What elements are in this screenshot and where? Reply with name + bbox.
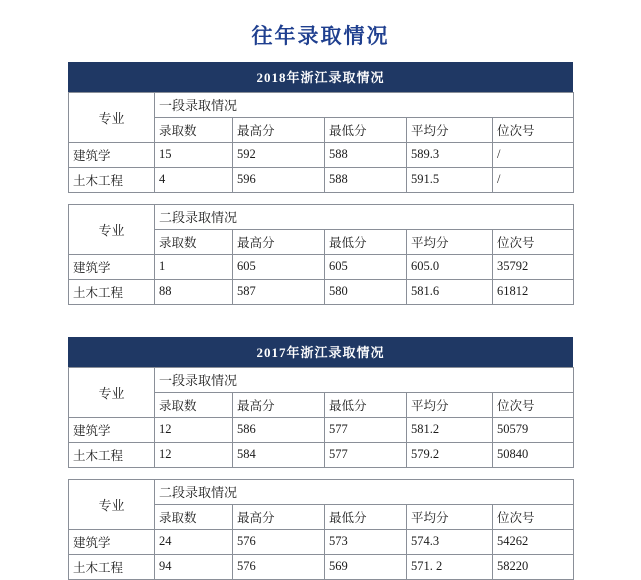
- cell-max: 586: [233, 418, 325, 443]
- cell-count: 88: [155, 280, 233, 305]
- table-spacer: [68, 193, 573, 204]
- column-header-rank: 位次号: [493, 505, 574, 530]
- table-row: [69, 443, 574, 468]
- cell-avg: 574.3: [407, 530, 493, 555]
- section-header-label: 一段录取情况: [155, 368, 574, 393]
- column-header-max: 最高分: [233, 505, 325, 530]
- cell-major: 建筑学: [69, 530, 155, 555]
- cell-rank: 35792: [493, 255, 574, 280]
- cell-min: 577: [325, 443, 407, 468]
- year-block-2017: [68, 337, 573, 580]
- cell-count: 94: [155, 555, 233, 580]
- column-header-max: 最高分: [233, 118, 325, 143]
- column-header-min: 最低分: [325, 118, 407, 143]
- column-header-major: 专业: [69, 205, 155, 255]
- admission-table-2017-segment2: [68, 479, 574, 580]
- cell-major: 建筑学: [69, 255, 155, 280]
- table-row: [69, 555, 574, 580]
- cell-count: 12: [155, 443, 233, 468]
- cell-count: 15: [155, 143, 233, 168]
- column-header-rank: 位次号: [493, 393, 574, 418]
- column-header-min: 最低分: [325, 393, 407, 418]
- cell-major: 土木工程: [69, 168, 155, 193]
- table-row: [69, 280, 574, 305]
- column-header-count: 录取数: [155, 505, 233, 530]
- cell-avg: 571. 2: [407, 555, 493, 580]
- column-header-major: 专业: [69, 480, 155, 530]
- cell-count: 12: [155, 418, 233, 443]
- cell-count: 4: [155, 168, 233, 193]
- section-header-label: 二段录取情况: [155, 205, 574, 230]
- cell-min: 580: [325, 280, 407, 305]
- year-banner-2018: 2018年浙江录取情况: [68, 62, 573, 92]
- cell-avg: 581.6: [407, 280, 493, 305]
- table-row: [69, 143, 574, 168]
- cell-major: 土木工程: [69, 555, 155, 580]
- column-header-avg: 平均分: [407, 505, 493, 530]
- cell-min: 588: [325, 143, 407, 168]
- column-header-min: 最低分: [325, 505, 407, 530]
- cell-min: 605: [325, 255, 407, 280]
- cell-min: 569: [325, 555, 407, 580]
- table-row: [69, 168, 574, 193]
- cell-avg: 605.0: [407, 255, 493, 280]
- page-title: 往年录取情况: [251, 25, 390, 48]
- cell-min: 588: [325, 168, 407, 193]
- column-header-avg: 平均分: [407, 393, 493, 418]
- admission-table-2018-segment2: [68, 204, 574, 305]
- cell-rank: /: [493, 168, 574, 193]
- cell-avg: 591.5: [407, 168, 493, 193]
- column-header-count: 录取数: [155, 230, 233, 255]
- table-row-section-header: [69, 93, 574, 118]
- cell-major: 建筑学: [69, 143, 155, 168]
- cell-min: 577: [325, 418, 407, 443]
- cell-major: 建筑学: [69, 418, 155, 443]
- cell-major: 土木工程: [69, 280, 155, 305]
- cell-max: 592: [233, 143, 325, 168]
- year-banner-2017: 2017年浙江录取情况: [68, 337, 573, 367]
- cell-max: 596: [233, 168, 325, 193]
- column-header-rank: 位次号: [493, 230, 574, 255]
- column-header-major: 专业: [69, 93, 155, 143]
- table-spacer: [68, 468, 573, 479]
- column-header-rank: 位次号: [493, 118, 574, 143]
- cell-count: 24: [155, 530, 233, 555]
- cell-rank: 50840: [493, 443, 574, 468]
- cell-rank: 58220: [493, 555, 574, 580]
- column-header-count: 录取数: [155, 118, 233, 143]
- table-row: [69, 255, 574, 280]
- column-header-avg: 平均分: [407, 230, 493, 255]
- cell-rank: 50579: [493, 418, 574, 443]
- table-row-section-header: [69, 480, 574, 505]
- cell-max: 584: [233, 443, 325, 468]
- cell-max: 605: [233, 255, 325, 280]
- column-header-major: 专业: [69, 368, 155, 418]
- cell-max: 576: [233, 555, 325, 580]
- section-header-label: 一段录取情况: [155, 93, 574, 118]
- year-block-2018: [68, 62, 573, 305]
- cell-rank: 54262: [493, 530, 574, 555]
- column-header-min: 最低分: [325, 230, 407, 255]
- column-header-count: 录取数: [155, 393, 233, 418]
- cell-max: 587: [233, 280, 325, 305]
- table-row-section-header: [69, 368, 574, 393]
- cell-count: 1: [155, 255, 233, 280]
- column-header-avg: 平均分: [407, 118, 493, 143]
- column-header-max: 最高分: [233, 393, 325, 418]
- cell-max: 576: [233, 530, 325, 555]
- admission-table-2018-segment1: [68, 92, 574, 193]
- cell-rank: 61812: [493, 280, 574, 305]
- cell-avg: 581.2: [407, 418, 493, 443]
- cell-avg: 589.3: [407, 143, 493, 168]
- column-header-max: 最高分: [233, 230, 325, 255]
- table-row-section-header: [69, 205, 574, 230]
- table-row: [69, 530, 574, 555]
- section-header-label: 二段录取情况: [155, 480, 574, 505]
- cell-major: 土木工程: [69, 443, 155, 468]
- table-row: [69, 418, 574, 443]
- cell-avg: 579.2: [407, 443, 493, 468]
- cell-min: 573: [325, 530, 407, 555]
- admission-table-2017-segment1: [68, 367, 574, 468]
- cell-rank: /: [493, 143, 574, 168]
